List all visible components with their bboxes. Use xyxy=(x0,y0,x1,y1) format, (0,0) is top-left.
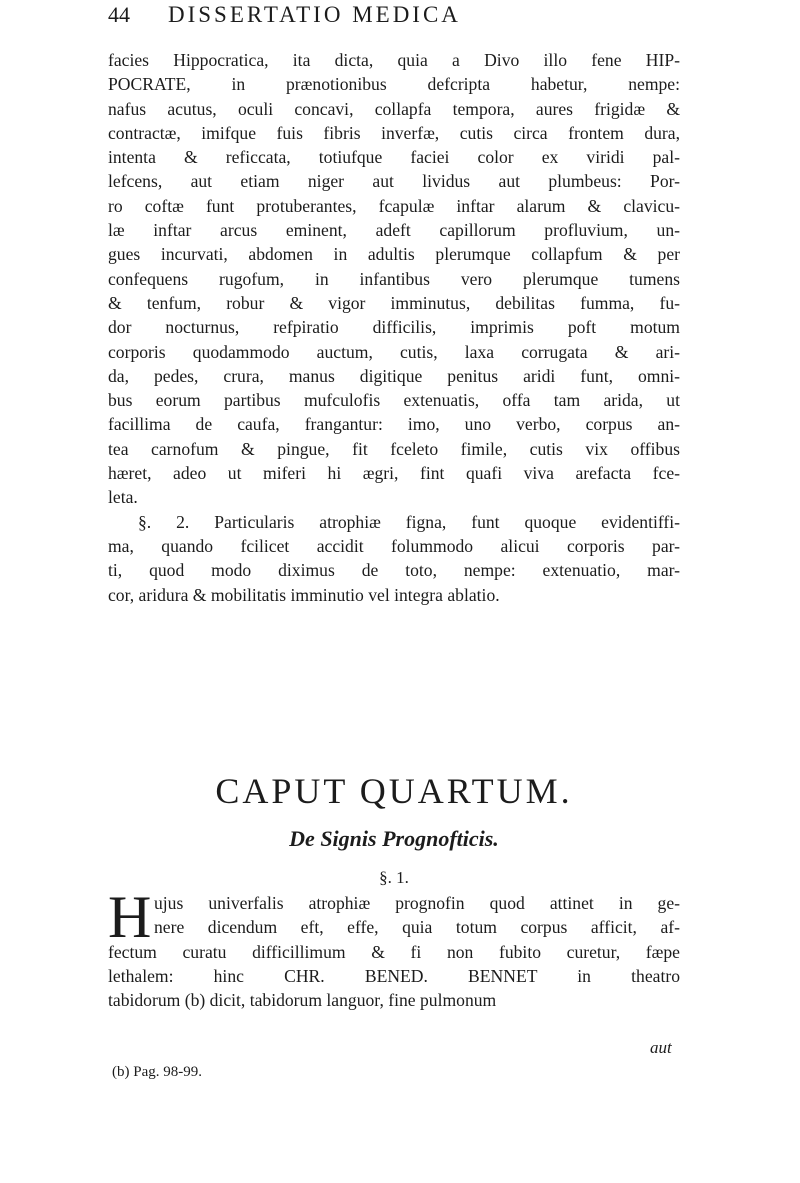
text-line: POCRATE, in prænotionibus defcripta habetur, nempe: xyxy=(108,74,680,95)
paragraph-1 xyxy=(108,48,680,510)
text-line: gues incurvati, abdomen in adultis plerumque collapfum & per xyxy=(108,244,680,265)
text-line: ma, quando fcilicet accidit folummodo alicui corporis par- xyxy=(108,535,680,556)
text-line: da, pedes, crura, manus digitique penitus aridi funt, omni- xyxy=(108,365,680,386)
text-line: ro coftæ funt protuberantes, fcapulæ inftar alarum & clavicu- xyxy=(108,195,680,216)
text-line: confequens rugofum, in infantibus vero plerumque tumens xyxy=(108,268,680,289)
paragraph-2 xyxy=(108,510,680,607)
body-text xyxy=(108,48,680,607)
text-line: lethalem: hinc CHR. BENED. BENNET in theatro xyxy=(108,965,680,986)
text-line: contractæ, imifque fuis fibris inverfæ, cutis circa frontem dura, xyxy=(108,122,680,143)
text-line: dor nocturnus, refpiratio difficilis, imprimis poft motum xyxy=(108,317,680,338)
catchword: aut xyxy=(650,1038,672,1057)
text-line: lefcens, aut etiam niger aut lividus aut plumbeus: Por- xyxy=(108,171,680,192)
chapter-title: CAPUT QUARTUM. xyxy=(215,771,573,811)
text-line: tea carnofum & pingue, fit fceleto fimile, cutis vix offibus xyxy=(108,438,680,459)
text-line: nere dicendum eft, effe, quia totum corpus afficit, af- xyxy=(154,917,680,938)
text-line: & tenfum, robur & vigor imminutus, debilitas fumma, fu- xyxy=(108,292,680,313)
section-mark: §. 1. xyxy=(379,868,409,887)
text-line: bus eorum partibus mufculofis extenuatis, offa tam arida, ut xyxy=(108,390,680,411)
text-line: ujus univerfalis atrophiæ prognofin quod attinet in ge- xyxy=(154,893,680,913)
text-line: facies Hippocratica, ita dicta, quia a Divo illo fene HIP- xyxy=(108,50,680,70)
text-line: leta. xyxy=(108,487,138,508)
text-line: læ inftar arcus eminent, adeft capillorum profluvium, un- xyxy=(108,220,680,241)
text-line: tabidorum (b) dicit, tabidorum languor, fine pulmonum xyxy=(108,990,497,1011)
chapter-subtitle: De Signis Prognofticis. xyxy=(289,826,499,851)
text-line: ti, quod modo diximus de toto, nempe: extenuatio, mar- xyxy=(108,560,680,581)
text-line: §. 2. Particularis atrophiæ figna, funt quoque evidentiffi- xyxy=(138,511,680,532)
page-header xyxy=(108,2,668,32)
paragraph-3-lines xyxy=(108,884,680,1012)
text-line: intenta & reficcata, totiufque faciei color ex viridi pal- xyxy=(108,147,680,168)
text-line: corporis quodammodo auctum, cutis, laxa corrugata & ari- xyxy=(108,341,680,362)
text-line: cor, aridura & mobilitatis imminutio vel integra ablatio. xyxy=(108,584,500,605)
text-line: hæret, adeo ut miferi hi ægri, fint quafi viva arefacta fce- xyxy=(108,463,680,484)
text-line: facillima de caufa, frangantur: imo, uno verbo, corpus an- xyxy=(108,414,680,435)
footnote: (b) Pag. 98-99. xyxy=(112,1064,202,1080)
text-line: nafus acutus, oculi concavi, collapfa tempora, aures frigidæ & xyxy=(108,98,680,119)
running-head: DISSERTATIO MEDICA xyxy=(168,2,461,27)
paragraph-3 xyxy=(108,884,680,1012)
page-number: 44 xyxy=(108,2,130,27)
text-line: fectum curatu difficillimum & fi non fubito curetur, fæpe xyxy=(108,941,680,962)
drop-cap: H xyxy=(108,884,152,950)
